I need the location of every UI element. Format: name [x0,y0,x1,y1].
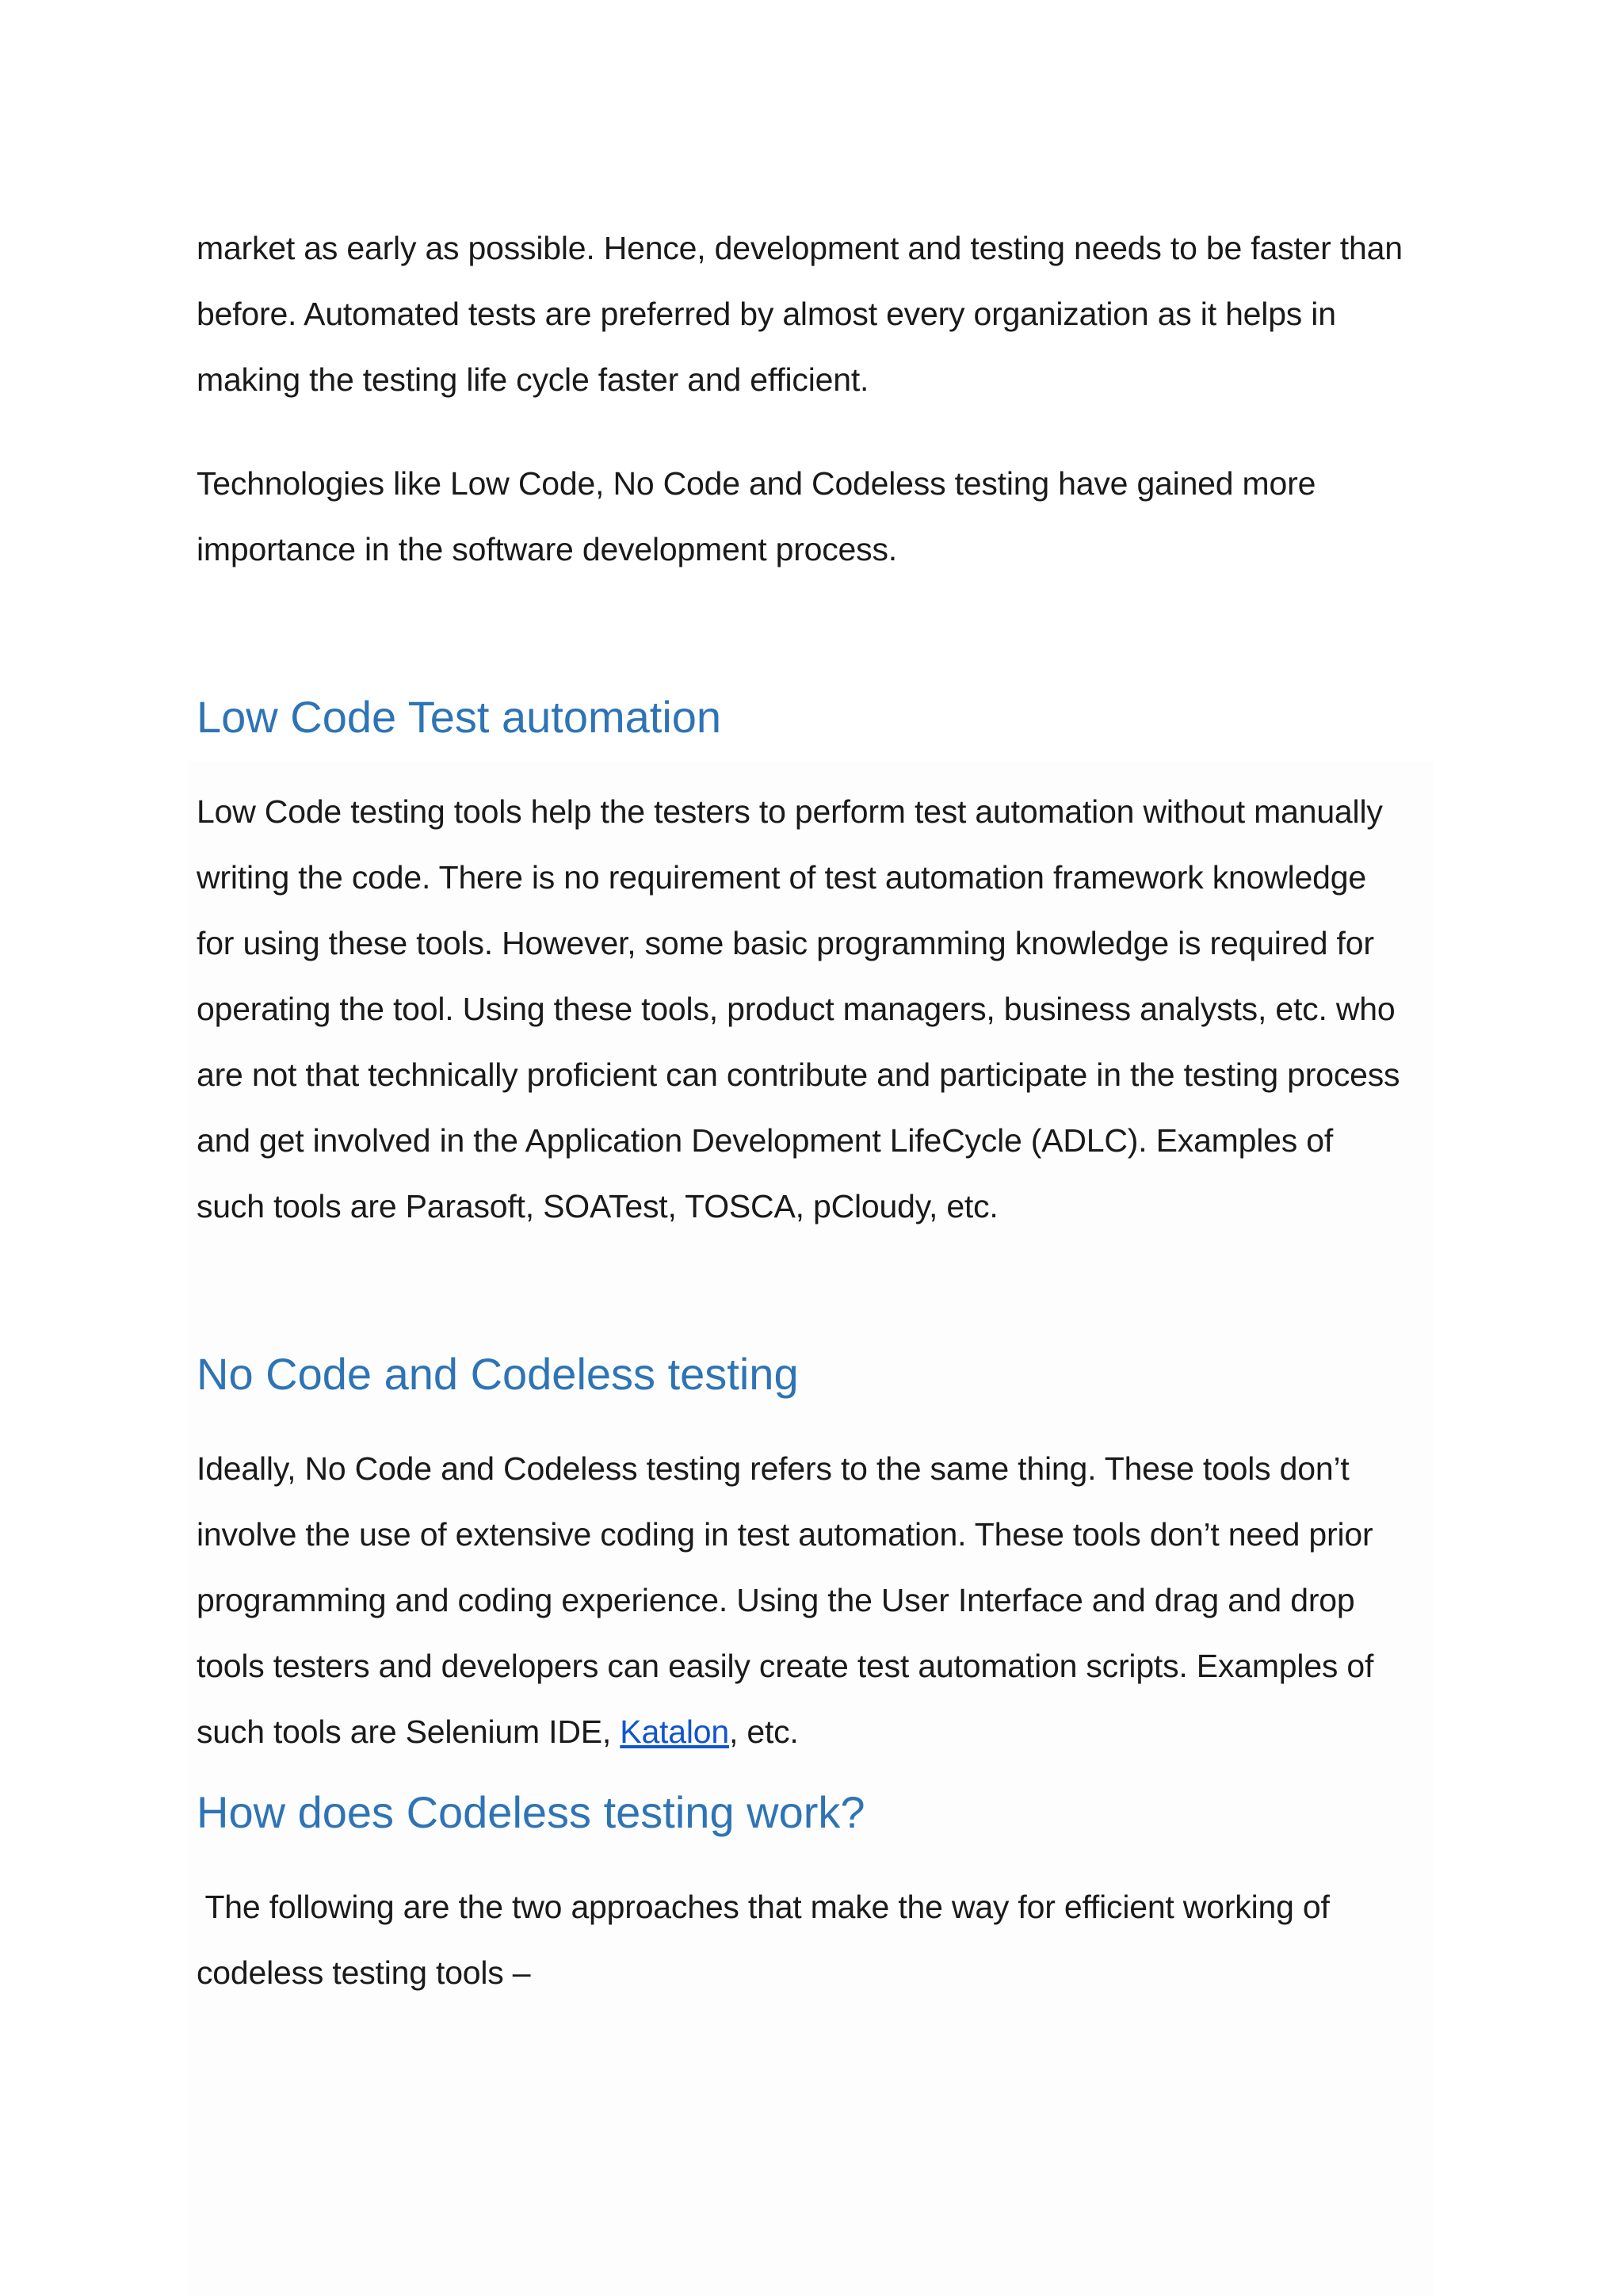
how-codeless-paragraph [197,1874,1441,2006]
text-line: before. Automated tests are preferred by almost every organization as it helps in [197,296,1336,332]
text-line: writing the code. There is no requirement of test automation framework knowledge [197,859,1366,896]
text-line-with-link [197,1699,1441,1765]
text-line: and get involved in the Application Development LifeCycle (ADLC). Examples of [197,1122,1334,1159]
text-line: tools testers and developers can easily create test automation scripts. Examples of [197,1648,1374,1684]
text-line: programming and coding experience. Using the User Interface and drag and drop [197,1582,1355,1618]
text-line: Ideally, No Code and Codeless testing refers to the same thing. These tools don’t [197,1450,1350,1487]
text-line: are not that technically proficient can contribute and participate in the testing process [197,1056,1400,1093]
text-segment: , etc. [728,1713,799,1750]
text-line: making the testing life cycle faster and efficient. [197,361,869,398]
text-line: involve the use of extensive coding in test automation. These tools don’t need prior [197,1516,1373,1553]
how-codeless-heading: How does Codeless testing work? [197,1787,865,1837]
text-line: codeless testing tools – [197,1954,531,1991]
intro-paragraph [197,216,1441,413]
text-line: such tools are Parasoft, SOATest, TOSCA, pCloudy, etc. [197,1188,999,1224]
text-line: importance in the software development process. [197,531,897,567]
text-line: for using these tools. However, some basic programming knowledge is required for [197,925,1374,961]
katalon-link[interactable]: Katalon [620,1713,729,1750]
low-code-paragraph [197,779,1441,1240]
no-code-paragraph [197,1436,1441,1765]
document-body [197,216,1441,2006]
text-segment: such tools are Selenium IDE, [197,1713,621,1750]
text-line: operating the tool. Using these tools, product managers, business analysts, etc. who [197,991,1396,1027]
text-line: Low Code testing tools help the testers to perform test automation without manually [197,793,1383,830]
no-code-heading: No Code and Codeless testing [197,1349,799,1399]
text-line: Technologies like Low Code, No Code and Codeless testing have gained more [197,465,1316,502]
text-line: The following are the two approaches that make the way for efficient working of [197,1889,1330,1925]
text-line: market as early as possible. Hence, development and testing needs to be faster than [197,230,1403,266]
technologies-paragraph [197,451,1441,583]
low-code-heading: Low Code Test automation [197,692,722,742]
